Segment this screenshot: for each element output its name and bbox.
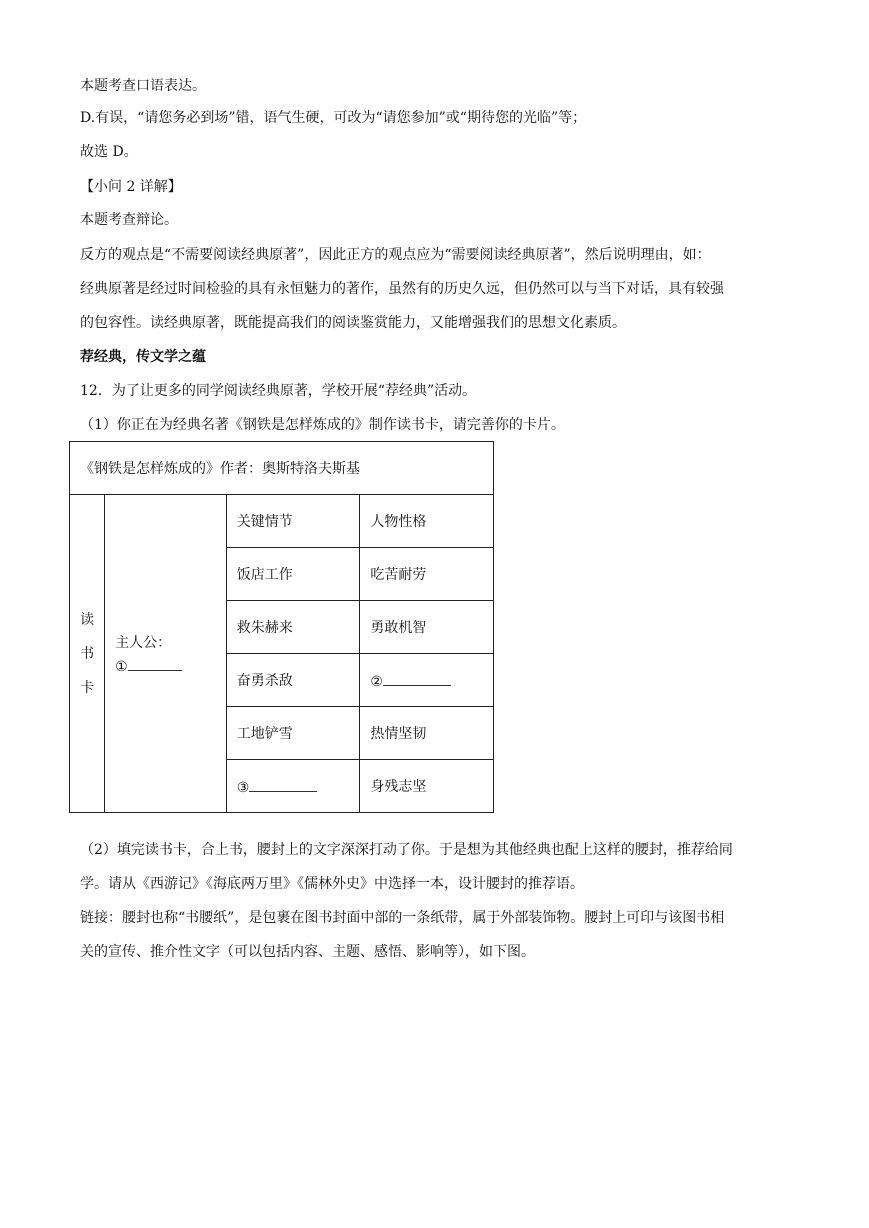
- card-side-label: [70, 495, 105, 813]
- trait-cell: 勇敢机智: [360, 601, 494, 654]
- text-line: 本题考查辩论。: [80, 212, 178, 228]
- text-line: 链接：腰封也称“书腰纸”，是包裹在图书封面中部的一条纸带，属于外部装饰物。腰封上可印与该图书相: [80, 910, 725, 926]
- text-line: 本题考查口语表达。: [80, 78, 206, 94]
- question-line: （1）你正在为经典名著《钢铁是怎样炼成的》制作读书卡，请完善你的卡片。: [80, 417, 565, 433]
- reading-card-table: [69, 441, 494, 813]
- header-plot: 关键情节: [226, 495, 360, 548]
- side-char: 书: [80, 645, 95, 662]
- side-char: 卡: [80, 679, 95, 696]
- plot-cell: 工地铲雪: [226, 707, 360, 760]
- text-line: 的包容性。读经典原著，既能提高我们的阅读鉴赏能力，又能增强我们的思想文化素质。: [80, 315, 626, 331]
- trait-cell: 身残志坚: [360, 760, 494, 813]
- text-line: 故选 D。: [80, 144, 138, 160]
- trait-cell: 热情坚韧: [360, 707, 494, 760]
- question-line: 12．为了让更多的同学阅读经典原著，学校开展“荐经典”活动。: [80, 383, 477, 399]
- header-trait: 人物性格: [360, 495, 494, 548]
- question-line: （2）填完读书卡，合上书，腰封上的文字深深打动了你。于是想为其他经典也配上这样的腰封，推荐给同: [80, 842, 733, 858]
- text-line: 反方的观点是“不需要阅读经典原著”，因此正方的观点应为“需要阅读经典原著”，然后说明理由，如：: [80, 247, 711, 263]
- card-title: 《钢铁是怎样炼成的》作者：奥斯特洛夫斯基: [70, 442, 494, 495]
- protagonist-label: 主人公：: [115, 635, 172, 651]
- plot-cell: 救朱赫来: [226, 601, 360, 654]
- text-line: 经典原著是经过时间检验的具有永恒魅力的著作，虽然有的历史久远，但仍然可以与当下对话，具有较强: [80, 281, 724, 297]
- protagonist-cell: [105, 495, 227, 813]
- plot-cell: ③: [226, 760, 360, 813]
- section-title: 荐经典，传文学之蕴: [80, 349, 206, 365]
- text-line: 关的宣传、推介性文字（可以包括内容、主题、感悟、影响等），如下图。: [80, 944, 535, 960]
- text-line: D.有误，“请您务必到场”错，语气生硬，可改为“请您参加”或“期待您的光临”等；: [80, 110, 587, 126]
- answer-blank[interactable]: [383, 671, 451, 686]
- answer-blank[interactable]: [249, 777, 317, 792]
- answer-blank[interactable]: [128, 656, 182, 671]
- plot-cell: 奋勇杀敌: [226, 654, 360, 707]
- protagonist-answer: ①: [115, 656, 216, 675]
- section-heading: 【小问 2 详解】: [80, 179, 182, 195]
- trait-cell: 吃苦耐劳: [360, 548, 494, 601]
- question-line: 学。请从《西游记》《海底两万里》《儒林外史》中选择一本，设计腰封的推荐语。: [80, 876, 584, 892]
- side-char: 读: [80, 611, 95, 628]
- plot-cell: 饭店工作: [226, 548, 360, 601]
- trait-cell: ②: [360, 654, 494, 707]
